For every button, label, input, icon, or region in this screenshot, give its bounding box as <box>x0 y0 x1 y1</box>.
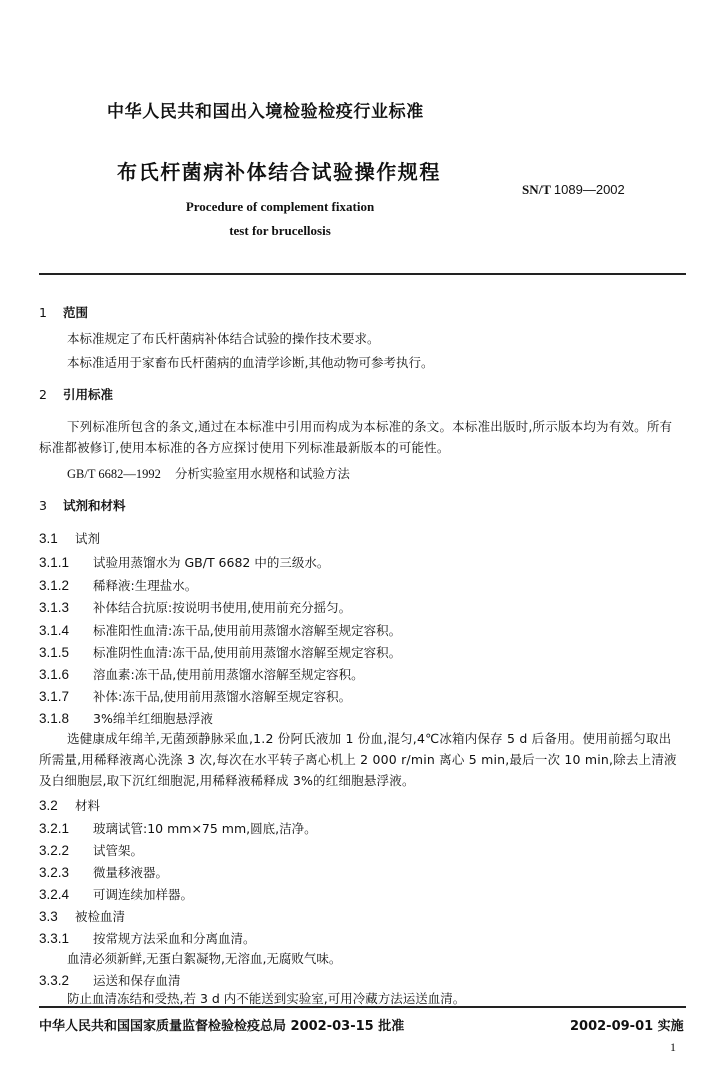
clause-number: 3.1.4 <box>39 623 70 638</box>
clause-3-1-8-paragraph: 选健康成年绵羊,无菌颈静脉采血,1.2 份阿氏液加 1 份血,混匀,4℃冰箱内保存 5 d 后备用。使用前摇匀取出所需量,用稀释液离心洗涤 3 次,每次在水平转子离心机上 2 000 r/min 离心 5 min,最后一次 10 min,除去上清液及白细胞层,取下沉红细胞泥,用稀释液稀释成 3%的红细胞悬浮液。 <box>39 731 677 788</box>
document-title-cn: 布氏杆菌病补体结合试验操作规程 <box>117 160 441 184</box>
reference-code: GB/T 6682—1992 <box>67 467 161 481</box>
clause-text: 运送和保存血清 <box>93 973 181 988</box>
standard-code-number: 1089—2002 <box>553 182 625 197</box>
section-1-paragraph: 本标准规定了布氏杆菌病补体结合试验的操作技术要求。 <box>67 331 380 346</box>
section-number: 3 <box>39 498 47 513</box>
subsection-number: 3.3 <box>39 909 58 924</box>
section-2-heading <box>39 385 113 403</box>
clause-text: 补体:冻干品,使用前用蒸馏水溶解至规定容积。 <box>93 689 352 704</box>
clause-text: 补体结合抗原:按说明书使用,使用前充分摇匀。 <box>93 600 352 615</box>
clause-text: 玻璃试管:10 mm×75 mm,圆底,洁净。 <box>93 821 317 836</box>
subsection-number: 3.2 <box>39 798 58 813</box>
clause-number: 3.1.2 <box>39 578 70 593</box>
clause-note: 血清必须新鲜,无蛋白絮凝物,无溶血,无腐败气味。 <box>67 951 342 966</box>
clause-item <box>39 643 401 661</box>
industry-standard-heading: 中华人民共和国出入境检验检疫行业标准 <box>107 102 424 122</box>
section-number: 1 <box>39 305 47 320</box>
clause-item <box>39 863 168 881</box>
clause-text: 标准阴性血清:冻干品,使用前用蒸馏水溶解至规定容积。 <box>93 645 402 660</box>
clause-number: 3.1.1 <box>39 555 70 570</box>
clause-number: 3.1.8 <box>39 711 70 726</box>
section-1-paragraph: 本标准适用于家畜布氏杆菌病的血清学诊断,其他动物可参考执行。 <box>67 355 434 370</box>
implementation-date: 2002-09-01 实施 <box>570 1019 684 1034</box>
standard-code <box>522 182 625 198</box>
section-number: 2 <box>39 387 47 402</box>
subsection-3-3-heading <box>39 907 125 925</box>
clause-text: 按常规方法采血和分离血清。 <box>93 931 256 946</box>
footer-divider <box>39 1006 686 1008</box>
subsection-number: 3.1 <box>39 531 58 546</box>
clause-text: 稀释液:生理盐水。 <box>93 578 198 593</box>
subsection-title: 材料 <box>75 798 101 813</box>
clause-item <box>39 598 351 616</box>
clause-number: 3.1.6 <box>39 667 70 682</box>
clause-text: 试验用蒸馏水为 GB/T 6682 中的三级水。 <box>93 555 330 570</box>
normative-reference <box>67 464 350 482</box>
clause-item <box>39 819 317 837</box>
approval-statement: 中华人民共和国国家质量监督检验检疫总局 2002-03-15 批准 <box>39 1019 405 1034</box>
section-2-paragraph: 下列标准所包含的条文,通过在本标准中引用而构成为本标准的条文。本标准出版时,所示版本均为有效。所有标准都被修订,使用本标准的各方应探讨使用下列标准最新版本的可能性。 <box>39 419 673 455</box>
page-number: 1 <box>670 1040 676 1054</box>
clause-item <box>39 665 364 683</box>
clause-number: 3.2.2 <box>39 843 70 858</box>
document-title-en-line1: Procedure of complement fixation <box>185 199 375 214</box>
section-3-heading <box>39 496 126 514</box>
subsection-title: 被检血清 <box>75 909 126 924</box>
clause-item <box>39 841 143 859</box>
clause-text: 试管架。 <box>93 843 144 858</box>
section-1-heading <box>39 303 88 321</box>
clause-number: 3.2.1 <box>39 821 70 836</box>
clause-item <box>39 576 197 594</box>
clause-number: 3.1.3 <box>39 600 70 615</box>
subsection-title: 试剂 <box>75 531 101 546</box>
clause-item <box>39 885 193 903</box>
clause-item <box>39 553 329 571</box>
clause-text: 标准阳性血清:冻干品,使用前用蒸馏水溶解至规定容积。 <box>93 623 402 638</box>
clause-number: 3.2.3 <box>39 865 70 880</box>
document-title-en-line2: test for brucellosis <box>229 223 331 238</box>
clause-text: 可调连续加样器。 <box>93 887 194 902</box>
header-divider <box>39 273 686 275</box>
clause-number: 3.1.7 <box>39 689 70 704</box>
clause-item <box>39 971 181 989</box>
section-title: 范围 <box>63 305 89 320</box>
clause-number: 3.2.4 <box>39 887 70 902</box>
subsection-3-1-heading <box>39 529 100 547</box>
clause-number: 3.3.2 <box>39 973 70 988</box>
section-title: 引用标准 <box>63 387 114 402</box>
clause-text: 微量移液器。 <box>93 865 169 880</box>
clause-number: 3.3.1 <box>39 931 70 946</box>
clause-text: 3%绵羊红细胞悬浮液 <box>93 711 213 726</box>
clause-item <box>39 709 213 727</box>
clause-item <box>39 929 256 947</box>
clause-item <box>39 687 351 705</box>
subsection-3-2-heading <box>39 796 100 814</box>
section-title: 试剂和材料 <box>63 498 126 513</box>
standard-code-prefix: SN/T <box>522 182 551 197</box>
clause-text: 溶血素:冻干品,使用前用蒸馏水溶解至规定容积。 <box>93 667 364 682</box>
clause-number: 3.1.5 <box>39 645 70 660</box>
clause-note: 防止血清冻结和受热,若 3 d 内不能送到实验室,可用冷藏方法运送血清。 <box>67 991 466 1006</box>
clause-item <box>39 621 401 639</box>
reference-title: 分析实验室用水规格和试验方法 <box>174 466 350 481</box>
